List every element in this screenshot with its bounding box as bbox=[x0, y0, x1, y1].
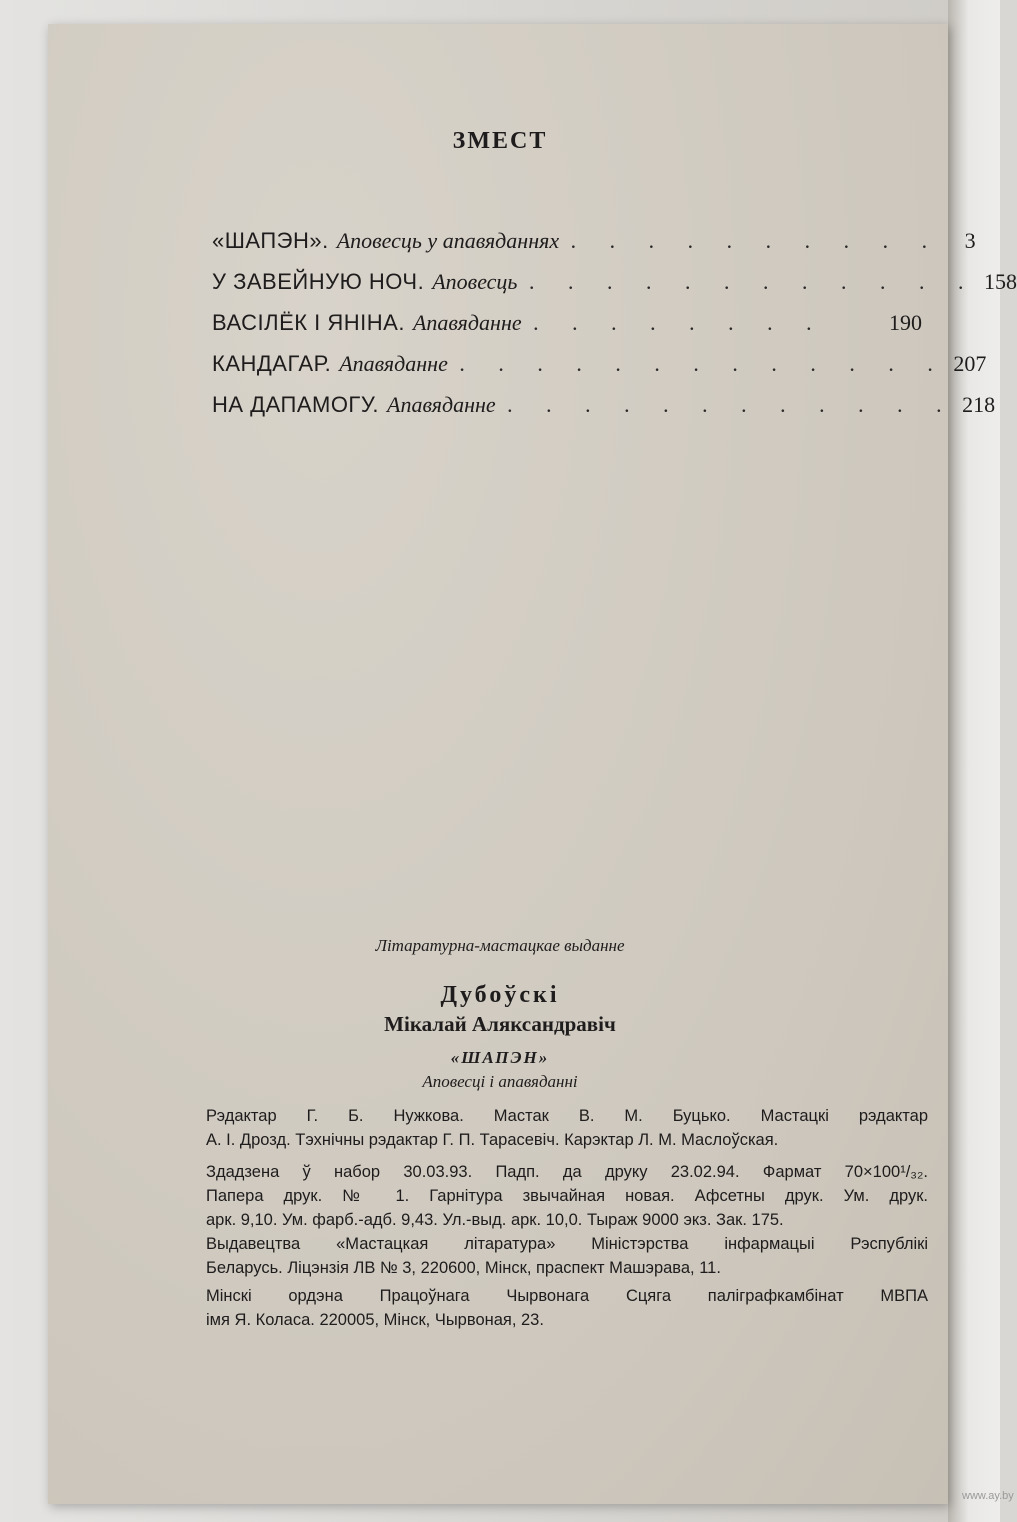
toc-entry-page: 158 bbox=[983, 269, 1017, 294]
toc-entry-subtitle: Аповесць у апавяданнях bbox=[336, 228, 560, 253]
toc-entry-title: КАНДАГАР. bbox=[212, 351, 332, 376]
print-details-block bbox=[206, 1160, 928, 1232]
toc-entry-subtitle: Апавяданне bbox=[412, 310, 522, 335]
author-surname: Дубоўскі bbox=[440, 982, 560, 1008]
toc-leader-dots: . . . . . . . . . . . . . bbox=[459, 351, 948, 376]
toc-entry-subtitle: Апавяданне bbox=[339, 351, 448, 376]
credits-line: А. І. Дрозд. Тэхнічны рэдактар Г. П. Тарасевіч. Карэктар Л. М. Маслоўская. bbox=[206, 1131, 779, 1149]
print-details-line: арк. 9,10. Ум. фарб.-адб. 9,43. Ул.-выд. арк. 10,0. Тыраж 9000 экз. Зак. 175. bbox=[206, 1211, 784, 1229]
book-subtitle: Аповесці і апавяданні bbox=[422, 1072, 578, 1091]
toc-entry bbox=[212, 310, 922, 351]
toc-entry bbox=[212, 269, 1017, 310]
publisher-line: Выдавецтва «Мастацкая літаратура» Міністэрства інфармацыі Рэспублікі bbox=[206, 1235, 928, 1253]
print-details-line: Здадзена ў набор 30.03.93. Падп. да друку 23.02.94. Фармат 70×100¹/₃₂. bbox=[206, 1163, 928, 1181]
credits-block bbox=[206, 1104, 928, 1152]
printer-block bbox=[206, 1284, 928, 1332]
toc-leader-dots: . . . . . . . . bbox=[533, 310, 827, 335]
toc-entry-title: «ШАПЭН». bbox=[212, 228, 329, 253]
credits-line: Рэдактар Г. Б. Нужкова. Мастак В. М. Буцько. Мастацкі рэдактар bbox=[206, 1107, 928, 1125]
publisher-line: Беларусь. Ліцэнзія ЛВ № 3, 220600, Мінск, праспект Машэрава, 11. bbox=[206, 1259, 721, 1277]
site-watermark: www.ay.by bbox=[962, 1490, 1014, 1502]
toc-leader-dots: . . . . . . . . . . . . bbox=[507, 392, 957, 417]
toc-entry-subtitle: Апавяданне bbox=[387, 392, 496, 417]
author-name: Мікалай Аляксандравіч bbox=[384, 1012, 616, 1036]
printer-line: Мінскі ордэна Працоўнага Чырвонага Сцяга паліграфкамбінат МВПА bbox=[206, 1287, 928, 1305]
toc-entry-subtitle: Аповесць bbox=[432, 269, 518, 294]
printer-line: імя Я. Коласа. 220005, Мінск, Чырвоная, 23. bbox=[206, 1311, 544, 1329]
toc-entry-title: НА ДАПАМОГУ. bbox=[212, 392, 380, 417]
toc-entry-title: У ЗАВЕЙНУЮ НОЧ. bbox=[212, 269, 425, 294]
toc-heading: ЗМЕСТ bbox=[452, 128, 548, 154]
toc-entry-page: 218 bbox=[962, 392, 996, 417]
toc-entry bbox=[212, 351, 987, 392]
toc-entry-page: 3 bbox=[964, 228, 976, 253]
toc-entry bbox=[212, 228, 976, 269]
edition-type: Літаратурна-мастацкае выданне bbox=[375, 936, 625, 955]
toc-entry-title: ВАСІЛЁК І ЯНІНА. bbox=[212, 310, 405, 335]
book-title: «ШАПЭН» bbox=[450, 1048, 550, 1067]
table-of-contents bbox=[212, 228, 1017, 433]
toc-leader-dots: . . . . . . . . . . bbox=[571, 228, 942, 253]
toc-entry-page: 207 bbox=[953, 351, 987, 376]
print-details-line: Папера друк. № 1. Гарнітура звычайная новая. Афсетны друк. Ум. друк. bbox=[206, 1187, 928, 1205]
toc-leader-dots: . . . . . . . . . . . . bbox=[529, 269, 978, 294]
publisher-block bbox=[206, 1232, 928, 1280]
toc-entry bbox=[212, 392, 996, 433]
toc-entry-page: 190 bbox=[889, 310, 922, 335]
